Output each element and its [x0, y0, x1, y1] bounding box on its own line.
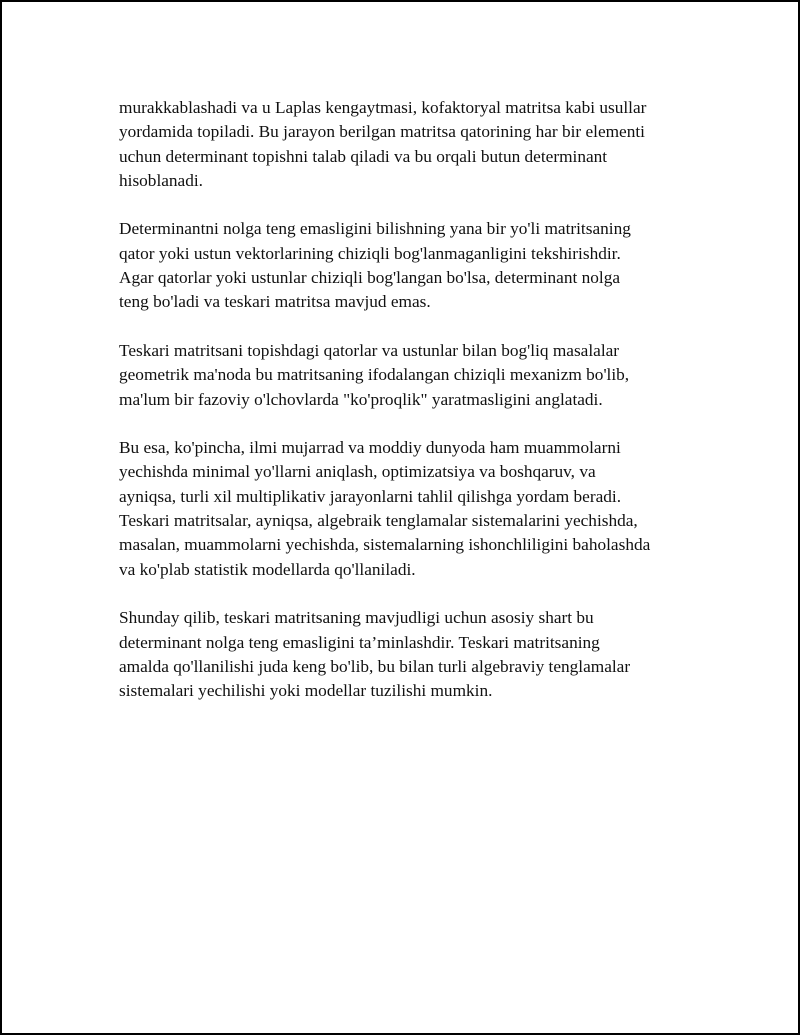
document-body [119, 96, 699, 728]
paragraph-line: Shunday qilib, teskari matritsaning mavjudligi uchun asosiy shart bu [119, 608, 594, 628]
paragraph-line: Teskari matritsalar, ayniqsa, algebraik tenglamalar sistemalarini yechishda, [119, 511, 638, 531]
paragraph-1 [119, 96, 699, 193]
paragraph-3 [119, 339, 699, 412]
paragraph-line: Bu esa, ko'pincha, ilmi mujarrad va moddiy dunyoda ham muammolarni [119, 438, 621, 458]
paragraph-line: yordamida topiladi. Bu jarayon berilgan matritsa qatorining har bir elementi [119, 122, 645, 142]
paragraph-line: uchun determinant topishni talab qiladi va bu orqali butun determinant [119, 146, 608, 166]
paragraph-line: murakkablashadi va u Laplas kengaytmasi, kofaktoryal matritsa kabi usullar [119, 98, 647, 117]
paragraph-line: amalda qo'llanilishi juda keng bo'lib, bu bilan turli algebraviy tenglamalar [119, 656, 631, 676]
paragraph-line: Determinantni nolga teng emasligini bilishning yana bir yo'li matritsaning [119, 219, 631, 239]
paragraph-2 [119, 217, 699, 314]
paragraph-line: Teskari matritsani topishdagi qatorlar va ustunlar bilan bog'liq masalalar [119, 340, 620, 360]
paragraph-line: yechishda minimal yo'llarni aniqlash, optimizatsiya va boshqaruv, va [119, 462, 596, 482]
paragraph-line: determinant nolga teng emasligini ta’minlashdir. Teskari matritsaning [119, 632, 600, 652]
paragraph-line: qator yoki ustun vektorlarining chiziqli bog'lanmaganligini tekshirishdir. [119, 243, 621, 263]
paragraph-line: teng bo'ladi va teskari matritsa mavjud emas. [119, 292, 431, 312]
paragraph-line: Agar qatorlar yoki ustunlar chiziqli bog'langan bo'lsa, determinant nolga [119, 268, 621, 288]
paragraph-line: hisoblanadi. [119, 170, 203, 190]
paragraph-4 [119, 436, 699, 582]
paragraph-line: masalan, muammolarni yechishda, sistemalarning ishonchliligini baholashda [119, 535, 651, 555]
paragraph-5 [119, 606, 699, 703]
paragraph-line: geometrik ma'noda bu matritsaning ifodalangan chiziqli mexanizm bo'lib, [119, 365, 630, 385]
paragraph-line: va ko'plab statistik modellarda qo'llaniladi. [119, 559, 416, 579]
paragraph-line: ma'lum bir fazoviy o'lchovlarda "ko'proqlik" yaratmasligini anglatadi. [119, 389, 603, 409]
paragraph-line: ayniqsa, turli xil multiplikativ jarayonlarni tahlil qilishga yordam beradi. [119, 486, 622, 506]
paragraph-line: sistemalari yechilishi yoki modellar tuzilishi mumkin. [119, 681, 493, 701]
